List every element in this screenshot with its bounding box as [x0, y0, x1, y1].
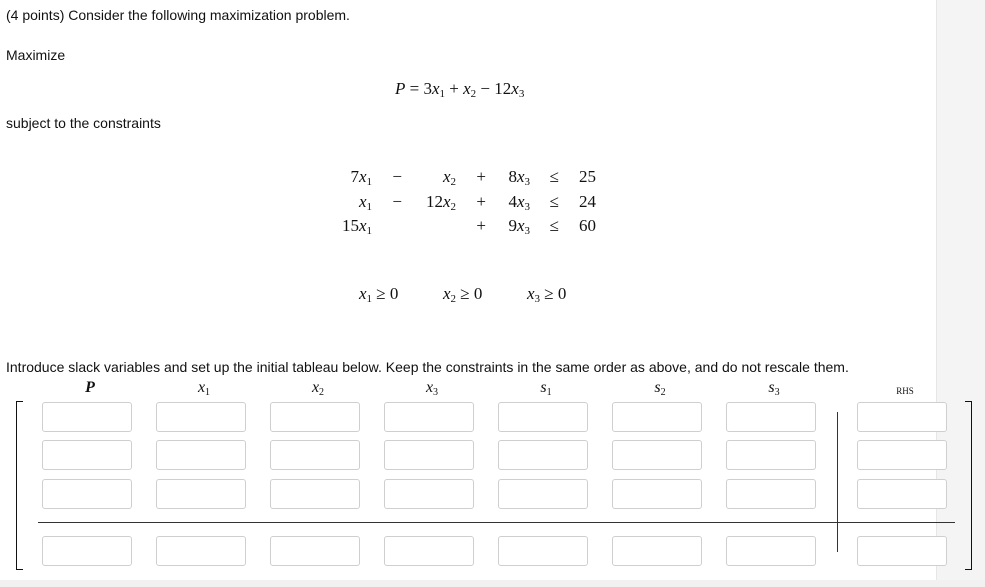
tableau-cell-r3-crhs [857, 479, 947, 509]
tableau-cell-r2-crhs [857, 440, 947, 470]
tableau-cell-r2-c3 [270, 440, 360, 470]
left-bracket [16, 401, 23, 570]
tableau-cell-r2-c7 [726, 440, 816, 470]
constraint-1-term-1: $7x_1$ [350, 167, 372, 188]
tableau-cell-r1-c6 [612, 402, 702, 432]
instruction-text: Introduce slack variables and set up the initial tableau below. Keep the constraints in the same order as above, and do not rescale them. [6, 359, 849, 375]
tableau-cell-r3-c2 [156, 479, 246, 509]
constraint-3-term-1: $15x_1$ [341, 216, 372, 237]
bottom-band [0, 580, 985, 587]
constraint-1-rhs-value: 25 [579, 167, 596, 186]
nonneg-x3: $x_3 \ge 0$ [527, 284, 567, 305]
column-header-x3: $x_3$ [425, 379, 439, 398]
tableau-cell-r4-c7 [726, 536, 816, 566]
constraint-3-rhs-value: 60 [579, 216, 596, 235]
tableau-cell-r3-c7 [726, 479, 816, 509]
tableau-cell-r4-c3 [270, 536, 360, 566]
tableau-cell-r1-crhs [857, 402, 947, 432]
objective-row-divider [38, 522, 955, 523]
problem-intro: (4 points) Consider the following maximization problem. [6, 7, 350, 23]
constraint-2-relation: ≤ [549, 192, 559, 211]
constraint-2-term-3: $4x_3$ [508, 192, 530, 213]
tableau-cell-r1-c4 [384, 402, 474, 432]
constraint-2-op-3: + [476, 192, 486, 211]
constraint-1-term-3: $8x_3$ [508, 167, 530, 188]
constraint-1-relation: ≤ [549, 167, 559, 186]
tableau-cell-r4-crhs [857, 536, 947, 566]
nonneg-x1: $x_1 \ge 0$ [359, 284, 399, 305]
tableau-cell-r1-c1 [42, 402, 132, 432]
nonneg-x2: $x_2 \ge 0$ [443, 284, 483, 305]
column-header-p: P [85, 379, 95, 396]
column-header-s1: $s_1$ [540, 379, 552, 398]
tableau-input[interactable] [858, 441, 985, 469]
tableau-cell-r1-c2 [156, 402, 246, 432]
constraint-3-term-3: $9x_3$ [508, 216, 530, 237]
constraint-3-relation: ≤ [549, 216, 559, 235]
tableau-input[interactable] [858, 403, 985, 431]
tableau-cell-r4-c2 [156, 536, 246, 566]
constraint-2-rhs-value: 24 [579, 192, 596, 211]
tableau-cell-r2-c6 [612, 440, 702, 470]
tableau-cell-r2-c1 [42, 440, 132, 470]
tableau-cell-r3-c5 [498, 479, 588, 509]
tableau-cell-r3-c3 [270, 479, 360, 509]
tableau-cell-r2-c4 [384, 440, 474, 470]
tableau-cell-r3-c1 [42, 479, 132, 509]
tableau-cell-r2-c5 [498, 440, 588, 470]
tableau-input[interactable] [858, 480, 985, 508]
tableau-cell-r1-c3 [270, 402, 360, 432]
column-header-s3: $s_3$ [768, 379, 780, 398]
column-header-s2: $s_2$ [654, 379, 666, 398]
constraint-2-op-2: − [392, 192, 402, 211]
column-header-rhs: RHS [896, 386, 914, 396]
tableau-cell-r2-c2 [156, 440, 246, 470]
column-header-x2: $x_2$ [311, 379, 325, 398]
subject-to-label: subject to the constraints [6, 115, 161, 131]
objective-function: $P = 3x_1 + x_2 - 12x_3$ [395, 79, 525, 100]
tableau-cell-r3-c6 [612, 479, 702, 509]
tableau-cell-r4-c4 [384, 536, 474, 566]
tableau-cell-r4-c5 [498, 536, 588, 566]
tableau-cell-r3-c4 [384, 479, 474, 509]
constraint-3-op-3: + [476, 216, 486, 235]
constraint-2-term-1: $x_1$ [358, 192, 372, 213]
tableau-cell-r4-c6 [612, 536, 702, 566]
tableau-input[interactable] [858, 537, 985, 565]
constraint-1-term-2: $x_2$ [442, 167, 456, 188]
maximize-label: Maximize [6, 47, 66, 63]
tableau-cell-r1-c5 [498, 402, 588, 432]
tableau-cell-r1-c7 [726, 402, 816, 432]
constraint-2-term-2: $12x_2$ [425, 192, 456, 213]
tableau-cell-r4-c1 [42, 536, 132, 566]
constraint-1-op-2: − [392, 167, 402, 186]
column-header-x1: $x_1$ [197, 379, 211, 398]
constraint-1-op-3: + [476, 167, 486, 186]
